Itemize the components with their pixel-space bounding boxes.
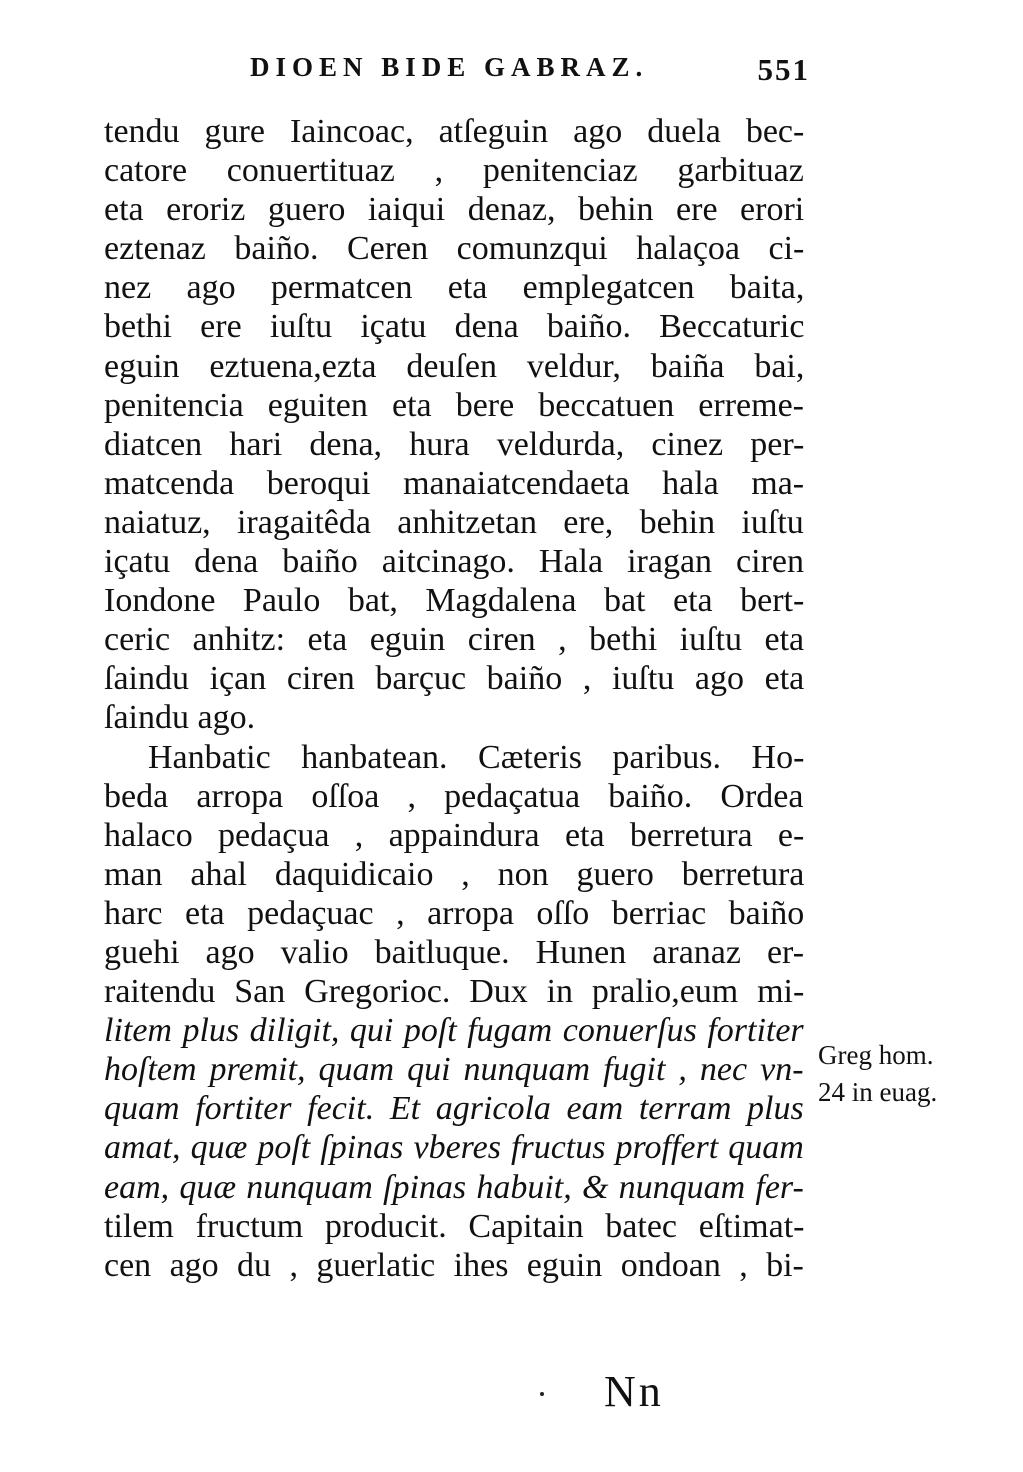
- text-line: ſaindu ago.: [104, 699, 256, 737]
- marginal-note: [818, 1037, 937, 1111]
- text-line: catore conuertituaz , penitenciaz garbituaz: [104, 152, 804, 190]
- text-line: içatu dena baiño aitcinago. Hala iragan ciren: [104, 543, 804, 581]
- body-text: [104, 112, 804, 1285]
- text-line: ſaindu içan ciren barçuc baiño , iuſtu ago eta: [104, 660, 805, 698]
- text-line: eguin eztuena,ezta deuſen veldur, baiña bai,: [104, 347, 805, 385]
- text-line: hoſtem premit, quam qui nunquam fugit , nec vn-: [104, 1051, 804, 1089]
- marginal-note-line: 24 in euag.: [818, 1077, 938, 1107]
- text-line: beda arropa oſſoa , pedaçatua baiño. Ordea: [104, 777, 804, 815]
- marginal-note-line: Greg hom.: [818, 1040, 934, 1070]
- text-line: halaco pedaçua , appaindura eta berretura e-: [104, 816, 805, 854]
- text-line: litem plus diligit, qui poſt fugam conuerſus fortiter: [104, 1012, 804, 1050]
- text-line: man ahal daquidicaio , non guero berretura: [104, 855, 805, 893]
- text-line: diatcen hari dena, hura veldurda, cinez per-: [104, 425, 805, 463]
- text-line: eam, quæ nunquam ſpinas habuit, & nunquam fer-: [104, 1168, 804, 1206]
- signature-mark: Nn: [604, 1367, 664, 1416]
- text-line: tilem fructum producit. Capitain batec eſtimat-: [104, 1207, 805, 1245]
- text-line: tendu gure Iaincoac, atſeguin ago duela bec-: [104, 113, 805, 150]
- text-line: naiatuz, iragaitêda anhitzetan ere, behin iuſtu: [104, 503, 804, 541]
- ink-dot: [540, 1392, 544, 1396]
- running-title: DIOEN BIDE GABRAZ.: [250, 52, 649, 82]
- text-line: nez ago permatcen eta emplegatcen baita,: [104, 269, 805, 307]
- text-line: harc eta pedaçuac , arropa oſſo berriac baiño: [104, 894, 805, 932]
- text-line: eta eroriz guero iaiqui denaz, behin ere erori: [104, 191, 805, 229]
- text-line: penitencia eguiten eta bere beccatuen erreme-: [104, 386, 804, 424]
- text-line: bethi ere iuſtu içatu dena baiño. Beccaturic: [104, 308, 805, 346]
- text-line: guehi ago valio baitluque. Hunen aranaz er-: [104, 933, 805, 971]
- text-line: Hanbatic hanbatean. Cæteris paribus. Ho-: [148, 738, 805, 776]
- text-line: matcenda beroqui manaiatcendaeta hala ma-: [104, 464, 805, 502]
- text-line: Iondone Paulo bat, Magdalena bat eta bert-: [104, 582, 805, 620]
- running-header: [250, 52, 810, 92]
- text-line: ceric anhitz: eta eguin ciren , bethi iuſtu eta: [104, 621, 805, 659]
- text-line: eztenaz baiño. Ceren comunzqui halaçoa ci-: [104, 230, 805, 268]
- text-line: quam fortiter fecit. Et agricola eam terram plus: [104, 1090, 804, 1128]
- text-line: cen ago du , guerlatic ihes eguin ondoan , bi-: [104, 1246, 804, 1284]
- text-line: raitendu San Gregorioc. Dux in pralio,eum mi-: [104, 973, 805, 1011]
- page-number: 551: [757, 52, 810, 87]
- text-line: amat, quæ poſt ſpinas vberes fructus proffert quam: [104, 1129, 804, 1167]
